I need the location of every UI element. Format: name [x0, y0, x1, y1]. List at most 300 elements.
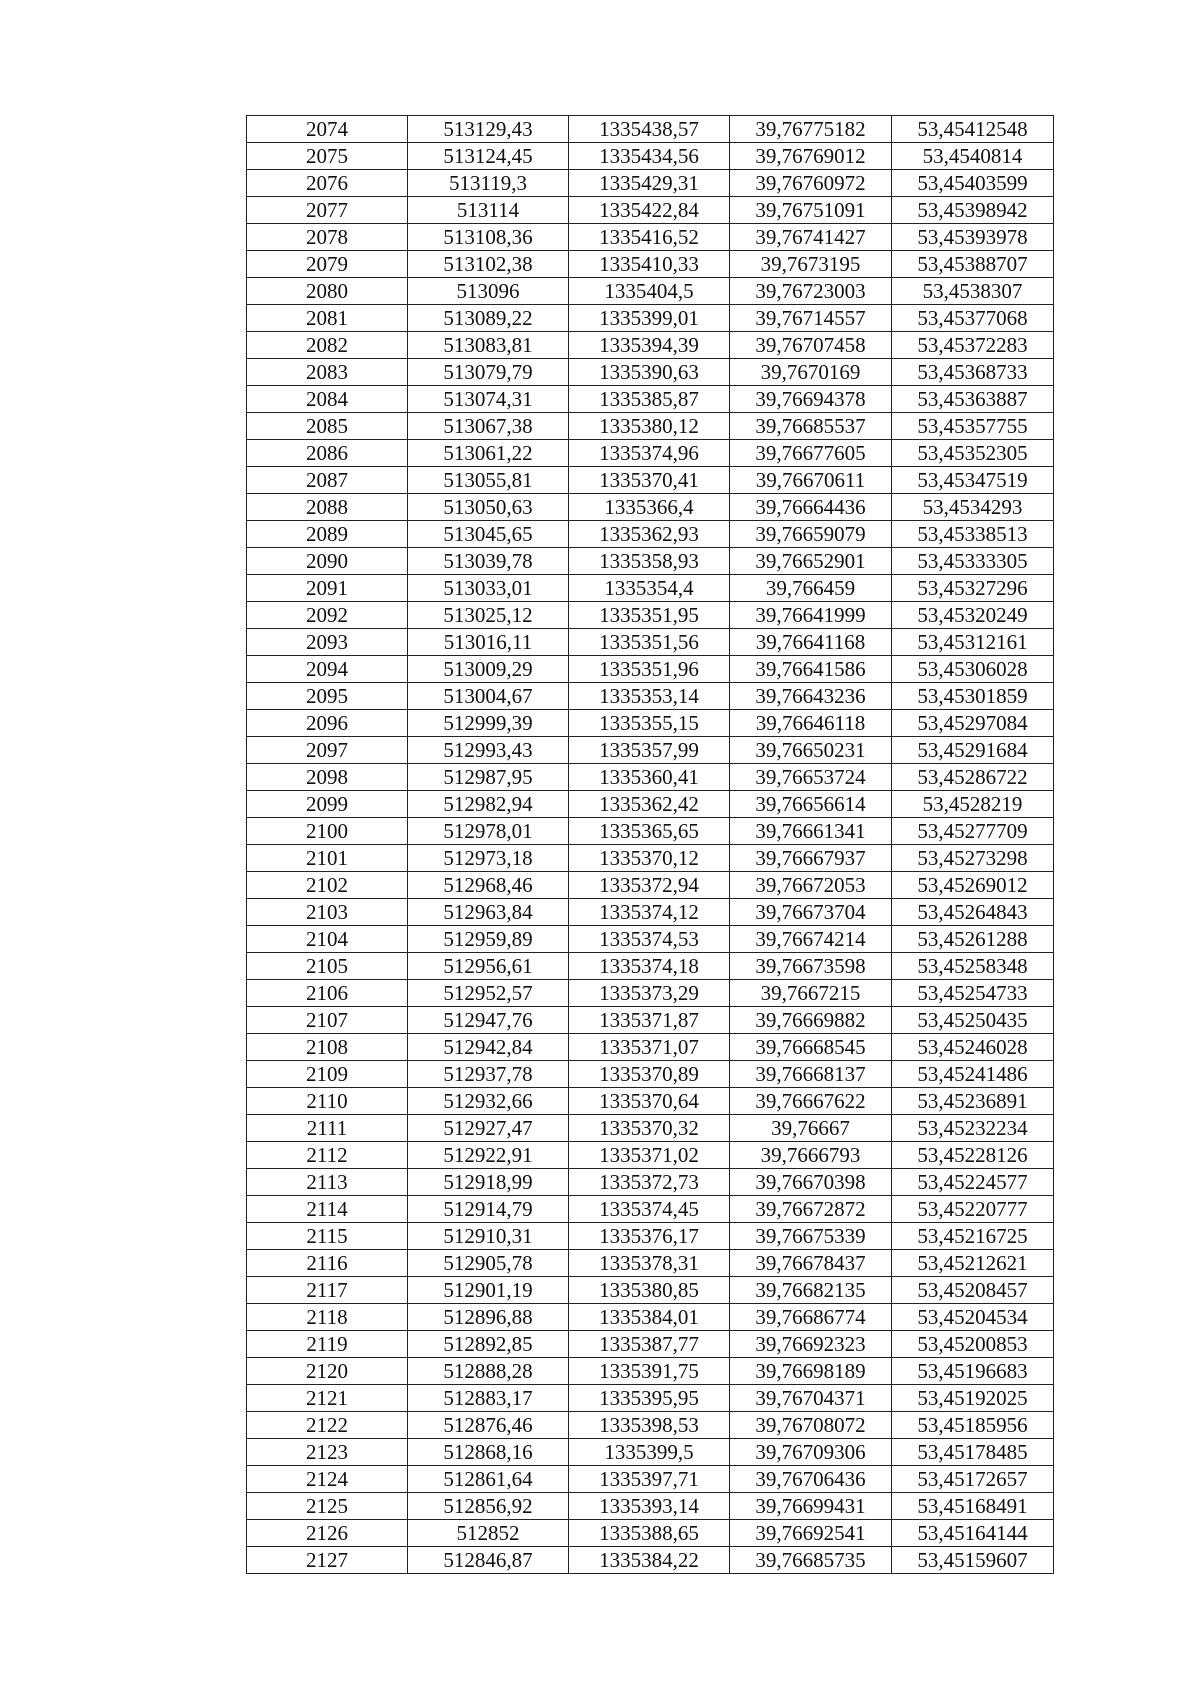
- point-number-cell: 2127: [247, 1547, 408, 1574]
- latitude-cell: 53,4540814: [892, 143, 1054, 170]
- longitude-cell: 39,76668545: [730, 1034, 892, 1061]
- latitude-cell: 53,45352305: [892, 440, 1054, 467]
- latitude-cell: 53,4538307: [892, 278, 1054, 305]
- latitude-cell: 53,45212621: [892, 1250, 1054, 1277]
- x-coordinate-cell: 513108,36: [408, 224, 569, 251]
- x-coordinate-cell: 512993,43: [408, 737, 569, 764]
- longitude-cell: 39,76673598: [730, 953, 892, 980]
- table-row: [247, 1358, 1054, 1385]
- latitude-cell: 53,45200853: [892, 1331, 1054, 1358]
- table-row: [247, 1331, 1054, 1358]
- y-coordinate-cell: 1335371,87: [569, 1007, 730, 1034]
- longitude-cell: 39,76659079: [730, 521, 892, 548]
- x-coordinate-cell: 513089,22: [408, 305, 569, 332]
- longitude-cell: 39,76672872: [730, 1196, 892, 1223]
- longitude-cell: 39,76708072: [730, 1412, 892, 1439]
- latitude-cell: 53,45164144: [892, 1520, 1054, 1547]
- x-coordinate-cell: 512952,57: [408, 980, 569, 1007]
- x-coordinate-cell: 512846,87: [408, 1547, 569, 1574]
- latitude-cell: 53,45357755: [892, 413, 1054, 440]
- y-coordinate-cell: 1335371,02: [569, 1142, 730, 1169]
- longitude-cell: 39,76741427: [730, 224, 892, 251]
- x-coordinate-cell: 512947,76: [408, 1007, 569, 1034]
- table-row: [247, 926, 1054, 953]
- longitude-cell: 39,76646118: [730, 710, 892, 737]
- y-coordinate-cell: 1335365,65: [569, 818, 730, 845]
- longitude-cell: 39,76664436: [730, 494, 892, 521]
- table-row: [247, 656, 1054, 683]
- y-coordinate-cell: 1335372,94: [569, 872, 730, 899]
- y-coordinate-cell: 1335385,87: [569, 386, 730, 413]
- point-number-cell: 2113: [247, 1169, 408, 1196]
- table-row: [247, 116, 1054, 143]
- table-row: [247, 1142, 1054, 1169]
- longitude-cell: 39,76760972: [730, 170, 892, 197]
- x-coordinate-cell: 513016,11: [408, 629, 569, 656]
- y-coordinate-cell: 1335380,12: [569, 413, 730, 440]
- point-number-cell: 2115: [247, 1223, 408, 1250]
- latitude-cell: 53,45377068: [892, 305, 1054, 332]
- point-number-cell: 2122: [247, 1412, 408, 1439]
- x-coordinate-cell: 512861,64: [408, 1466, 569, 1493]
- latitude-cell: 53,45168491: [892, 1493, 1054, 1520]
- y-coordinate-cell: 1335397,71: [569, 1466, 730, 1493]
- longitude-cell: 39,76674214: [730, 926, 892, 953]
- table-row: [247, 1196, 1054, 1223]
- latitude-cell: 53,45320249: [892, 602, 1054, 629]
- point-number-cell: 2074: [247, 116, 408, 143]
- point-number-cell: 2118: [247, 1304, 408, 1331]
- x-coordinate-cell: 512932,66: [408, 1088, 569, 1115]
- table-row: [247, 683, 1054, 710]
- y-coordinate-cell: 1335376,17: [569, 1223, 730, 1250]
- x-coordinate-cell: 512937,78: [408, 1061, 569, 1088]
- latitude-cell: 53,45232234: [892, 1115, 1054, 1142]
- point-number-cell: 2124: [247, 1466, 408, 1493]
- point-number-cell: 2079: [247, 251, 408, 278]
- x-coordinate-cell: 512922,91: [408, 1142, 569, 1169]
- point-number-cell: 2093: [247, 629, 408, 656]
- x-coordinate-cell: 513025,12: [408, 602, 569, 629]
- table-row: [247, 440, 1054, 467]
- longitude-cell: 39,76699431: [730, 1493, 892, 1520]
- latitude-cell: 53,45178485: [892, 1439, 1054, 1466]
- longitude-cell: 39,76670398: [730, 1169, 892, 1196]
- y-coordinate-cell: 1335429,31: [569, 170, 730, 197]
- y-coordinate-cell: 1335360,41: [569, 764, 730, 791]
- x-coordinate-cell: 512905,78: [408, 1250, 569, 1277]
- y-coordinate-cell: 1335384,01: [569, 1304, 730, 1331]
- x-coordinate-cell: 513074,31: [408, 386, 569, 413]
- x-coordinate-cell: 512910,31: [408, 1223, 569, 1250]
- table-row: [247, 845, 1054, 872]
- longitude-cell: 39,76641999: [730, 602, 892, 629]
- table-row: [247, 818, 1054, 845]
- longitude-cell: 39,76682135: [730, 1277, 892, 1304]
- latitude-cell: 53,45192025: [892, 1385, 1054, 1412]
- table-row: [247, 1547, 1054, 1574]
- x-coordinate-cell: 512852: [408, 1520, 569, 1547]
- latitude-cell: 53,45254733: [892, 980, 1054, 1007]
- table-row: [247, 1250, 1054, 1277]
- y-coordinate-cell: 1335394,39: [569, 332, 730, 359]
- y-coordinate-cell: 1335374,18: [569, 953, 730, 980]
- point-number-cell: 2114: [247, 1196, 408, 1223]
- x-coordinate-cell: 512927,47: [408, 1115, 569, 1142]
- table-row: [247, 305, 1054, 332]
- point-number-cell: 2098: [247, 764, 408, 791]
- table-row: [247, 467, 1054, 494]
- longitude-cell: 39,76641168: [730, 629, 892, 656]
- latitude-cell: 53,45327296: [892, 575, 1054, 602]
- table-row: [247, 1385, 1054, 1412]
- point-number-cell: 2090: [247, 548, 408, 575]
- longitude-cell: 39,76643236: [730, 683, 892, 710]
- latitude-cell: 53,45172657: [892, 1466, 1054, 1493]
- table-row: [247, 1115, 1054, 1142]
- longitude-cell: 39,76692541: [730, 1520, 892, 1547]
- y-coordinate-cell: 1335357,99: [569, 737, 730, 764]
- x-coordinate-cell: 513050,63: [408, 494, 569, 521]
- y-coordinate-cell: 1335358,93: [569, 548, 730, 575]
- x-coordinate-cell: 512856,92: [408, 1493, 569, 1520]
- point-number-cell: 2081: [247, 305, 408, 332]
- latitude-cell: 53,45264843: [892, 899, 1054, 926]
- table-row: [247, 224, 1054, 251]
- table-row: [247, 494, 1054, 521]
- table-row: [247, 170, 1054, 197]
- latitude-cell: 53,45306028: [892, 656, 1054, 683]
- latitude-cell: 53,4534293: [892, 494, 1054, 521]
- latitude-cell: 53,45261288: [892, 926, 1054, 953]
- y-coordinate-cell: 1335410,33: [569, 251, 730, 278]
- point-number-cell: 2075: [247, 143, 408, 170]
- longitude-cell: 39,76707458: [730, 332, 892, 359]
- point-number-cell: 2088: [247, 494, 408, 521]
- point-number-cell: 2092: [247, 602, 408, 629]
- latitude-cell: 53,45393978: [892, 224, 1054, 251]
- point-number-cell: 2095: [247, 683, 408, 710]
- latitude-cell: 53,45196683: [892, 1358, 1054, 1385]
- longitude-cell: 39,7666793: [730, 1142, 892, 1169]
- latitude-cell: 53,45228126: [892, 1142, 1054, 1169]
- x-coordinate-cell: 513124,45: [408, 143, 569, 170]
- table-row: [247, 251, 1054, 278]
- x-coordinate-cell: 513009,29: [408, 656, 569, 683]
- longitude-cell: 39,76706436: [730, 1466, 892, 1493]
- longitude-cell: 39,76709306: [730, 1439, 892, 1466]
- y-coordinate-cell: 1335380,85: [569, 1277, 730, 1304]
- y-coordinate-cell: 1335398,53: [569, 1412, 730, 1439]
- y-coordinate-cell: 1335374,96: [569, 440, 730, 467]
- x-coordinate-cell: 513004,67: [408, 683, 569, 710]
- latitude-cell: 53,45338513: [892, 521, 1054, 548]
- x-coordinate-cell: 513129,43: [408, 116, 569, 143]
- y-coordinate-cell: 1335374,53: [569, 926, 730, 953]
- y-coordinate-cell: 1335351,95: [569, 602, 730, 629]
- point-number-cell: 2102: [247, 872, 408, 899]
- longitude-cell: 39,7667215: [730, 980, 892, 1007]
- table-row: [247, 1088, 1054, 1115]
- latitude-cell: 53,45208457: [892, 1277, 1054, 1304]
- latitude-cell: 53,45388707: [892, 251, 1054, 278]
- latitude-cell: 53,45347519: [892, 467, 1054, 494]
- latitude-cell: 53,45398942: [892, 197, 1054, 224]
- point-number-cell: 2096: [247, 710, 408, 737]
- x-coordinate-cell: 512888,28: [408, 1358, 569, 1385]
- latitude-cell: 53,45291684: [892, 737, 1054, 764]
- table-row: [247, 629, 1054, 656]
- longitude-cell: 39,76769012: [730, 143, 892, 170]
- x-coordinate-cell: 512876,46: [408, 1412, 569, 1439]
- longitude-cell: 39,76775182: [730, 116, 892, 143]
- latitude-cell: 53,45301859: [892, 683, 1054, 710]
- x-coordinate-cell: 513033,01: [408, 575, 569, 602]
- y-coordinate-cell: 1335353,14: [569, 683, 730, 710]
- longitude-cell: 39,76650231: [730, 737, 892, 764]
- table-row: [247, 575, 1054, 602]
- table-row: [247, 1169, 1054, 1196]
- point-number-cell: 2120: [247, 1358, 408, 1385]
- longitude-cell: 39,76670611: [730, 467, 892, 494]
- x-coordinate-cell: 513096: [408, 278, 569, 305]
- x-coordinate-cell: 513119,3: [408, 170, 569, 197]
- latitude-cell: 53,45246028: [892, 1034, 1054, 1061]
- y-coordinate-cell: 1335370,64: [569, 1088, 730, 1115]
- point-number-cell: 2078: [247, 224, 408, 251]
- y-coordinate-cell: 1335391,75: [569, 1358, 730, 1385]
- x-coordinate-cell: 512968,46: [408, 872, 569, 899]
- y-coordinate-cell: 1335370,12: [569, 845, 730, 872]
- point-number-cell: 2108: [247, 1034, 408, 1061]
- y-coordinate-cell: 1335371,07: [569, 1034, 730, 1061]
- table-row: [247, 359, 1054, 386]
- latitude-cell: 53,45412548: [892, 116, 1054, 143]
- longitude-cell: 39,76675339: [730, 1223, 892, 1250]
- point-number-cell: 2103: [247, 899, 408, 926]
- longitude-cell: 39,7673195: [730, 251, 892, 278]
- latitude-cell: 53,45372283: [892, 332, 1054, 359]
- latitude-cell: 53,45258348: [892, 953, 1054, 980]
- longitude-cell: 39,76723003: [730, 278, 892, 305]
- table-row: [247, 1439, 1054, 1466]
- x-coordinate-cell: 512987,95: [408, 764, 569, 791]
- x-coordinate-cell: 513114: [408, 197, 569, 224]
- point-number-cell: 2084: [247, 386, 408, 413]
- longitude-cell: 39,76704371: [730, 1385, 892, 1412]
- longitude-cell: 39,76698189: [730, 1358, 892, 1385]
- x-coordinate-cell: 513061,22: [408, 440, 569, 467]
- y-coordinate-cell: 1335387,77: [569, 1331, 730, 1358]
- table-row: [247, 872, 1054, 899]
- point-number-cell: 2082: [247, 332, 408, 359]
- x-coordinate-cell: 513039,78: [408, 548, 569, 575]
- y-coordinate-cell: 1335404,5: [569, 278, 730, 305]
- latitude-cell: 53,45286722: [892, 764, 1054, 791]
- table-row: [247, 413, 1054, 440]
- y-coordinate-cell: 1335374,12: [569, 899, 730, 926]
- x-coordinate-cell: 513102,38: [408, 251, 569, 278]
- point-number-cell: 2097: [247, 737, 408, 764]
- longitude-cell: 39,76667937: [730, 845, 892, 872]
- longitude-cell: 39,76669882: [730, 1007, 892, 1034]
- point-number-cell: 2091: [247, 575, 408, 602]
- latitude-cell: 53,45363887: [892, 386, 1054, 413]
- y-coordinate-cell: 1335355,15: [569, 710, 730, 737]
- point-number-cell: 2121: [247, 1385, 408, 1412]
- point-number-cell: 2089: [247, 521, 408, 548]
- latitude-cell: 53,45403599: [892, 170, 1054, 197]
- table-row: [247, 602, 1054, 629]
- y-coordinate-cell: 1335373,29: [569, 980, 730, 1007]
- table-row: [247, 1061, 1054, 1088]
- y-coordinate-cell: 1335399,01: [569, 305, 730, 332]
- longitude-cell: 39,76667622: [730, 1088, 892, 1115]
- table-row: [247, 278, 1054, 305]
- longitude-cell: 39,7670169: [730, 359, 892, 386]
- y-coordinate-cell: 1335388,65: [569, 1520, 730, 1547]
- longitude-cell: 39,76652901: [730, 548, 892, 575]
- y-coordinate-cell: 1335351,96: [569, 656, 730, 683]
- y-coordinate-cell: 1335395,95: [569, 1385, 730, 1412]
- table-row: [247, 1466, 1054, 1493]
- point-number-cell: 2094: [247, 656, 408, 683]
- y-coordinate-cell: 1335384,22: [569, 1547, 730, 1574]
- table-row: [247, 737, 1054, 764]
- point-number-cell: 2119: [247, 1331, 408, 1358]
- coordinate-table-body: [247, 116, 1054, 1574]
- point-number-cell: 2109: [247, 1061, 408, 1088]
- latitude-cell: 53,4528219: [892, 791, 1054, 818]
- x-coordinate-cell: 512914,79: [408, 1196, 569, 1223]
- x-coordinate-cell: 513083,81: [408, 332, 569, 359]
- x-coordinate-cell: 512963,84: [408, 899, 569, 926]
- point-number-cell: 2080: [247, 278, 408, 305]
- y-coordinate-cell: 1335416,52: [569, 224, 730, 251]
- table-row: [247, 1304, 1054, 1331]
- table-row: [247, 1277, 1054, 1304]
- point-number-cell: 2105: [247, 953, 408, 980]
- longitude-cell: 39,76685735: [730, 1547, 892, 1574]
- y-coordinate-cell: 1335374,45: [569, 1196, 730, 1223]
- x-coordinate-cell: 512959,89: [408, 926, 569, 953]
- y-coordinate-cell: 1335366,4: [569, 494, 730, 521]
- x-coordinate-cell: 513055,81: [408, 467, 569, 494]
- latitude-cell: 53,45250435: [892, 1007, 1054, 1034]
- longitude-cell: 39,76667: [730, 1115, 892, 1142]
- longitude-cell: 39,76661341: [730, 818, 892, 845]
- y-coordinate-cell: 1335370,89: [569, 1061, 730, 1088]
- point-number-cell: 2086: [247, 440, 408, 467]
- table-row: [247, 764, 1054, 791]
- point-number-cell: 2126: [247, 1520, 408, 1547]
- y-coordinate-cell: 1335370,32: [569, 1115, 730, 1142]
- point-number-cell: 2085: [247, 413, 408, 440]
- latitude-cell: 53,45368733: [892, 359, 1054, 386]
- y-coordinate-cell: 1335393,14: [569, 1493, 730, 1520]
- table-row: [247, 1412, 1054, 1439]
- table-row: [247, 1520, 1054, 1547]
- y-coordinate-cell: 1335378,31: [569, 1250, 730, 1277]
- latitude-cell: 53,45273298: [892, 845, 1054, 872]
- longitude-cell: 39,766459: [730, 575, 892, 602]
- x-coordinate-cell: 512956,61: [408, 953, 569, 980]
- longitude-cell: 39,76714557: [730, 305, 892, 332]
- latitude-cell: 53,45224577: [892, 1169, 1054, 1196]
- x-coordinate-cell: 512982,94: [408, 791, 569, 818]
- point-number-cell: 2087: [247, 467, 408, 494]
- y-coordinate-cell: 1335354,4: [569, 575, 730, 602]
- longitude-cell: 39,76677605: [730, 440, 892, 467]
- x-coordinate-cell: 512868,16: [408, 1439, 569, 1466]
- coordinate-table: [246, 115, 1054, 1574]
- latitude-cell: 53,45297084: [892, 710, 1054, 737]
- point-number-cell: 2077: [247, 197, 408, 224]
- y-coordinate-cell: 1335362,93: [569, 521, 730, 548]
- longitude-cell: 39,76685537: [730, 413, 892, 440]
- y-coordinate-cell: 1335370,41: [569, 467, 730, 494]
- y-coordinate-cell: 1335372,73: [569, 1169, 730, 1196]
- table-row: [247, 953, 1054, 980]
- point-number-cell: 2116: [247, 1250, 408, 1277]
- x-coordinate-cell: 512883,17: [408, 1385, 569, 1412]
- longitude-cell: 39,76678437: [730, 1250, 892, 1277]
- table-row: [247, 1493, 1054, 1520]
- longitude-cell: 39,76653724: [730, 764, 892, 791]
- y-coordinate-cell: 1335362,42: [569, 791, 730, 818]
- y-coordinate-cell: 1335351,56: [569, 629, 730, 656]
- x-coordinate-cell: 512999,39: [408, 710, 569, 737]
- x-coordinate-cell: 513067,38: [408, 413, 569, 440]
- longitude-cell: 39,76641586: [730, 656, 892, 683]
- point-number-cell: 2110: [247, 1088, 408, 1115]
- latitude-cell: 53,45159607: [892, 1547, 1054, 1574]
- longitude-cell: 39,76751091: [730, 197, 892, 224]
- latitude-cell: 53,45269012: [892, 872, 1054, 899]
- x-coordinate-cell: 513045,65: [408, 521, 569, 548]
- table-row: [247, 1223, 1054, 1250]
- table-row: [247, 332, 1054, 359]
- x-coordinate-cell: 512896,88: [408, 1304, 569, 1331]
- table-row: [247, 521, 1054, 548]
- latitude-cell: 53,45236891: [892, 1088, 1054, 1115]
- table-row: [247, 710, 1054, 737]
- longitude-cell: 39,76686774: [730, 1304, 892, 1331]
- longitude-cell: 39,76672053: [730, 872, 892, 899]
- x-coordinate-cell: 512901,19: [408, 1277, 569, 1304]
- x-coordinate-cell: 512973,18: [408, 845, 569, 872]
- latitude-cell: 53,45241486: [892, 1061, 1054, 1088]
- point-number-cell: 2101: [247, 845, 408, 872]
- latitude-cell: 53,45333305: [892, 548, 1054, 575]
- table-row: [247, 980, 1054, 1007]
- point-number-cell: 2117: [247, 1277, 408, 1304]
- y-coordinate-cell: 1335390,63: [569, 359, 730, 386]
- x-coordinate-cell: 512918,99: [408, 1169, 569, 1196]
- table-row: [247, 1034, 1054, 1061]
- y-coordinate-cell: 1335399,5: [569, 1439, 730, 1466]
- point-number-cell: 2104: [247, 926, 408, 953]
- longitude-cell: 39,76694378: [730, 386, 892, 413]
- table-row: [247, 548, 1054, 575]
- x-coordinate-cell: 512892,85: [408, 1331, 569, 1358]
- x-coordinate-cell: 513079,79: [408, 359, 569, 386]
- point-number-cell: 2111: [247, 1115, 408, 1142]
- point-number-cell: 2083: [247, 359, 408, 386]
- y-coordinate-cell: 1335434,56: [569, 143, 730, 170]
- point-number-cell: 2112: [247, 1142, 408, 1169]
- point-number-cell: 2076: [247, 170, 408, 197]
